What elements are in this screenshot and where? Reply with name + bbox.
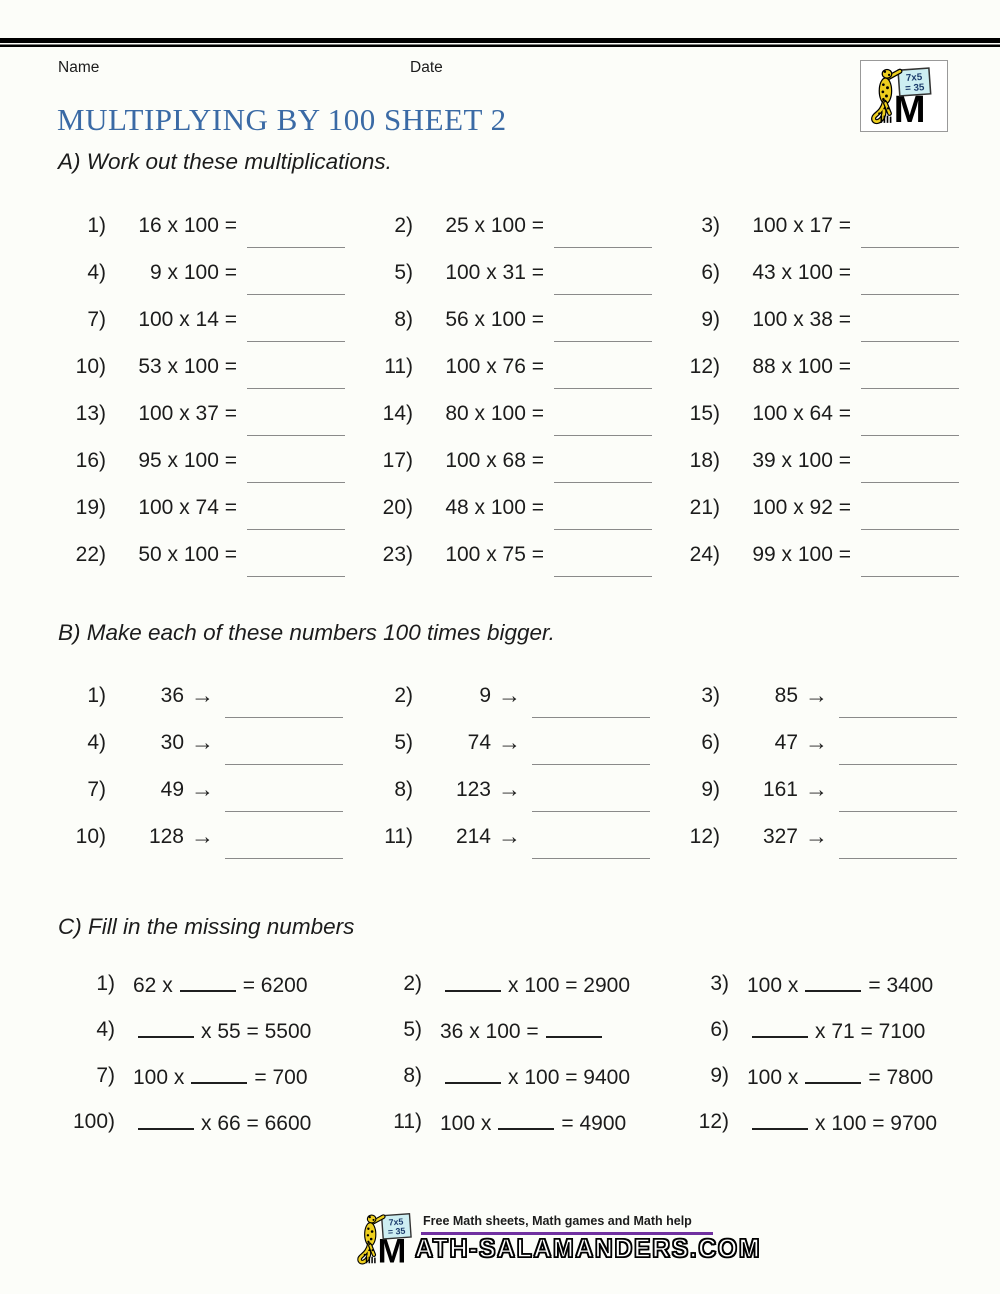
problem-value: 128 <box>148 825 184 848</box>
problem <box>58 1056 365 1102</box>
problem-expression <box>440 1064 630 1090</box>
problem <box>672 676 979 723</box>
answer-line[interactable] <box>225 764 343 765</box>
answer-blank[interactable] <box>752 1018 808 1038</box>
problem <box>672 817 979 864</box>
problem-number: 1) <box>87 684 106 707</box>
arrow-icon: → <box>191 823 214 849</box>
problem-number: 9) <box>701 778 720 801</box>
arrow-icon: → <box>191 729 214 755</box>
expression-suffix: x 71 = 7100 <box>815 1020 926 1043</box>
problem <box>365 676 672 723</box>
answer-line[interactable] <box>247 576 345 577</box>
arrow-icon: → <box>498 682 521 708</box>
problem <box>365 394 672 441</box>
answer-line[interactable] <box>861 435 959 436</box>
problem-value: 85 <box>774 684 798 707</box>
math-salamanders-logo <box>860 60 948 132</box>
problem-number: 1) <box>87 214 106 237</box>
problem <box>672 441 979 488</box>
problem-number: 4) <box>96 1018 115 1041</box>
answer-line[interactable] <box>225 717 343 718</box>
problem <box>672 347 979 394</box>
answer-blank[interactable] <box>445 972 501 992</box>
problem-number: 18) <box>689 449 720 472</box>
problem-expression <box>440 1110 626 1136</box>
problem <box>58 206 365 253</box>
answer-line[interactable] <box>225 858 343 859</box>
answer-line[interactable] <box>554 247 652 248</box>
problem <box>58 394 365 441</box>
problem-value: 74 <box>467 731 491 754</box>
problem <box>672 206 979 253</box>
problem-expression: 53 x 100 = <box>138 355 237 378</box>
problem-value: 9 <box>479 684 491 707</box>
problem-number: 16) <box>75 449 106 472</box>
problem <box>365 770 672 817</box>
section-c-grid <box>58 964 979 1148</box>
answer-line[interactable] <box>554 341 652 342</box>
problem-expression: 100 x 68 = <box>445 449 544 472</box>
problem-expression: 25 x 100 = <box>445 214 544 237</box>
problem-number: 21) <box>689 496 720 519</box>
answer-line[interactable] <box>554 435 652 436</box>
problem-expression: 100 x 17 = <box>752 214 851 237</box>
answer-line[interactable] <box>839 811 957 812</box>
problem-expression <box>747 972 933 998</box>
problem <box>672 1010 979 1056</box>
answer-line[interactable] <box>247 482 345 483</box>
problem-number: 2) <box>394 214 413 237</box>
problem <box>672 723 979 770</box>
problem-expression: 48 x 100 = <box>445 496 544 519</box>
problem-expression: 39 x 100 = <box>752 449 851 472</box>
date-label: Date <box>410 59 443 76</box>
expression-prefix: 100 x <box>440 1112 492 1135</box>
expression-suffix: x 66 = 6600 <box>201 1112 312 1135</box>
problem <box>672 770 979 817</box>
problem-number: 4) <box>87 261 106 284</box>
problem-expression: 56 x 100 = <box>445 308 544 331</box>
problem <box>365 253 672 300</box>
answer-line[interactable] <box>839 764 957 765</box>
problem-number: 24) <box>689 543 720 566</box>
problem-number: 7) <box>96 1064 115 1087</box>
problem <box>672 394 979 441</box>
problem <box>58 253 365 300</box>
problem-number: 14) <box>382 402 413 425</box>
answer-line[interactable] <box>532 858 650 859</box>
problem-number: 4) <box>87 731 106 754</box>
problem-number: 11) <box>384 355 413 378</box>
expression-prefix: 100 x <box>747 1066 799 1089</box>
arrow-icon: → <box>805 682 828 708</box>
problem-expression: 100 x 14 = <box>138 308 237 331</box>
problem-number: 12) <box>689 355 720 378</box>
problem-number: 3) <box>710 972 729 995</box>
problem-number: 22) <box>75 543 106 566</box>
problem-number: 11) <box>393 1110 422 1133</box>
problem <box>365 535 672 582</box>
answer-line[interactable] <box>554 388 652 389</box>
problem-number: 19) <box>75 496 106 519</box>
footer-tagline: Free Math sheets, Math games and Math help <box>423 1214 692 1228</box>
answer-blank[interactable] <box>805 972 861 992</box>
problem <box>58 347 365 394</box>
problem-expression <box>133 972 308 998</box>
problem-number: 9) <box>710 1064 729 1087</box>
salamander-easel-icon <box>357 1212 417 1266</box>
section-a-heading: A) Work out these multiplications. <box>58 149 392 174</box>
problem <box>365 1010 672 1056</box>
expression-suffix: x 100 = 9700 <box>815 1112 938 1135</box>
problem-expression <box>440 1018 607 1044</box>
problem <box>365 1056 672 1102</box>
answer-line[interactable] <box>861 576 959 577</box>
problem <box>365 300 672 347</box>
problem <box>58 1010 365 1056</box>
expression-prefix: 62 x <box>133 974 173 997</box>
answer-line[interactable] <box>554 529 652 530</box>
expression-suffix: x 55 = 5500 <box>201 1020 312 1043</box>
answer-line[interactable] <box>532 764 650 765</box>
problem <box>58 817 365 864</box>
answer-line[interactable] <box>839 858 957 859</box>
section-b-grid <box>58 676 979 864</box>
problem-value: 214 <box>455 825 491 848</box>
answer-blank[interactable] <box>805 1064 861 1084</box>
answer-line[interactable] <box>554 576 652 577</box>
problem-value: 161 <box>762 778 798 801</box>
name-label: Name <box>58 59 100 76</box>
problem-expression <box>747 1064 933 1090</box>
problem-number: 5) <box>394 261 413 284</box>
problem-expression <box>747 1110 937 1136</box>
problem <box>58 535 365 582</box>
problem <box>365 723 672 770</box>
problem-expression <box>133 1064 308 1090</box>
expression-suffix: = 7800 <box>868 1066 934 1089</box>
expression-prefix: 100 x <box>747 974 799 997</box>
problem-expression: 100 x 76 = <box>445 355 544 378</box>
answer-line[interactable] <box>247 341 345 342</box>
problem <box>58 300 365 347</box>
answer-blank[interactable] <box>752 1110 808 1130</box>
problem-number: 20) <box>382 496 413 519</box>
problem <box>58 441 365 488</box>
arrow-icon: → <box>498 823 521 849</box>
problem <box>365 441 672 488</box>
problem <box>365 964 672 1010</box>
problem-value: 49 <box>160 778 184 801</box>
answer-line[interactable] <box>861 341 959 342</box>
problem-number: 5) <box>394 731 413 754</box>
answer-blank[interactable] <box>138 1110 194 1130</box>
problem-number: 12) <box>689 825 720 848</box>
problem-expression: 100 x 31 = <box>445 261 544 284</box>
problem-expression: 95 x 100 = <box>138 449 237 472</box>
answer-blank[interactable] <box>180 972 236 992</box>
problem-value: 30 <box>160 731 184 754</box>
problem-expression <box>440 972 630 998</box>
problem-expression: 88 x 100 = <box>752 355 851 378</box>
problem-number: 3) <box>701 684 720 707</box>
problem-expression <box>133 1018 311 1044</box>
arrow-icon: → <box>805 776 828 802</box>
section-a-grid <box>58 206 979 582</box>
problem <box>672 1056 979 1102</box>
arrow-icon: → <box>191 776 214 802</box>
answer-line[interactable] <box>861 247 959 248</box>
problem-expression: 100 x 92 = <box>752 496 851 519</box>
expression-suffix: = 700 <box>254 1066 308 1089</box>
problem-expression: 43 x 100 = <box>752 261 851 284</box>
problem <box>672 1102 979 1148</box>
arrow-icon: → <box>805 823 828 849</box>
answer-line[interactable] <box>225 811 343 812</box>
problem-expression: 80 x 100 = <box>445 402 544 425</box>
answer-line[interactable] <box>839 717 957 718</box>
problem-value: 47 <box>774 731 798 754</box>
problem-number: 12) <box>698 1110 729 1133</box>
answer-blank[interactable] <box>445 1064 501 1084</box>
problem-number: 7) <box>87 308 106 331</box>
problem-expression: 100 x 75 = <box>445 543 544 566</box>
problem-number: 1) <box>96 972 115 995</box>
problem-number: 8) <box>403 1064 422 1087</box>
problem-expression: 100 x 37 = <box>138 402 237 425</box>
answer-line[interactable] <box>532 717 650 718</box>
problem <box>672 253 979 300</box>
footer-site-name: ATH-SALAMANDERS.COM <box>415 1234 762 1264</box>
salamander-easel-icon <box>871 66 937 126</box>
expression-suffix: = 4900 <box>561 1112 627 1135</box>
problem <box>365 1102 672 1148</box>
answer-blank[interactable] <box>191 1064 247 1084</box>
answer-line[interactable] <box>247 247 345 248</box>
answer-line[interactable] <box>247 388 345 389</box>
answer-line[interactable] <box>861 529 959 530</box>
arrow-icon: → <box>805 729 828 755</box>
problem <box>58 770 365 817</box>
expression-suffix: x 100 = 2900 <box>508 974 631 997</box>
problem-number: 23) <box>382 543 413 566</box>
problem <box>58 1102 365 1148</box>
problem-expression: 100 x 74 = <box>138 496 237 519</box>
section-b-heading: B) Make each of these numbers 100 times bigger. <box>58 620 555 645</box>
problem-number: 15) <box>689 402 720 425</box>
expression-prefix: 100 x <box>133 1066 185 1089</box>
top-divider <box>0 38 1000 47</box>
answer-line[interactable] <box>247 435 345 436</box>
problem-value: 123 <box>455 778 491 801</box>
problem-value: 36 <box>160 684 184 707</box>
problem <box>58 676 365 723</box>
problem-number: 6) <box>710 1018 729 1041</box>
problem-number: 2) <box>403 972 422 995</box>
problem <box>672 300 979 347</box>
problem-number: 8) <box>394 308 413 331</box>
problem-number: 3) <box>701 214 720 237</box>
problem-expression: 100 x 64 = <box>752 402 851 425</box>
problem-number: 2) <box>394 684 413 707</box>
answer-line[interactable] <box>861 294 959 295</box>
answer-line[interactable] <box>554 294 652 295</box>
answer-line[interactable] <box>861 482 959 483</box>
footer <box>357 1208 762 1270</box>
problem-number: 10) <box>75 825 106 848</box>
problem-expression: 9 x 100 = <box>150 261 237 284</box>
problem <box>672 964 979 1010</box>
arrow-icon: → <box>498 776 521 802</box>
problem-number: 11) <box>384 825 413 848</box>
answer-line[interactable] <box>861 388 959 389</box>
expression-suffix: x 100 = 9400 <box>508 1066 631 1089</box>
problem-number: 7) <box>87 778 106 801</box>
problem-number: 5) <box>403 1018 422 1041</box>
expression-suffix: = 6200 <box>242 974 308 997</box>
problem-expression <box>133 1110 311 1136</box>
problem <box>365 817 672 864</box>
answer-line[interactable] <box>554 482 652 483</box>
problem-expression <box>747 1018 925 1044</box>
problem <box>365 488 672 535</box>
problem-number: 8) <box>394 778 413 801</box>
section-c-heading: C) Fill in the missing numbers <box>58 914 355 939</box>
answer-blank[interactable] <box>546 1018 602 1038</box>
problem-expression: 100 x 38 = <box>752 308 851 331</box>
answer-line[interactable] <box>247 294 345 295</box>
problem-expression: 99 x 100 = <box>752 543 851 566</box>
problem <box>672 535 979 582</box>
problem-value: 327 <box>762 825 798 848</box>
expression-prefix: 36 x 100 = <box>440 1020 539 1043</box>
arrow-icon: → <box>191 682 214 708</box>
problem-number: 10) <box>75 355 106 378</box>
problem <box>58 964 365 1010</box>
problem-number: 100) <box>72 1110 115 1133</box>
answer-blank[interactable] <box>138 1018 194 1038</box>
problem <box>365 206 672 253</box>
problem-number: 6) <box>701 731 720 754</box>
answer-blank[interactable] <box>498 1110 554 1130</box>
problem <box>365 347 672 394</box>
problem <box>58 488 365 535</box>
answer-line[interactable] <box>247 529 345 530</box>
page-title: MULTIPLYING BY 100 SHEET 2 <box>57 102 507 137</box>
problem <box>58 723 365 770</box>
problem-expression: 50 x 100 = <box>138 543 237 566</box>
answer-line[interactable] <box>532 811 650 812</box>
problem-number: 6) <box>701 261 720 284</box>
expression-suffix: = 3400 <box>868 974 934 997</box>
problem-expression: 16 x 100 = <box>138 214 237 237</box>
arrow-icon: → <box>498 729 521 755</box>
problem-number: 9) <box>701 308 720 331</box>
problem-number: 13) <box>75 402 106 425</box>
problem-number: 17) <box>382 449 413 472</box>
problem <box>672 488 979 535</box>
